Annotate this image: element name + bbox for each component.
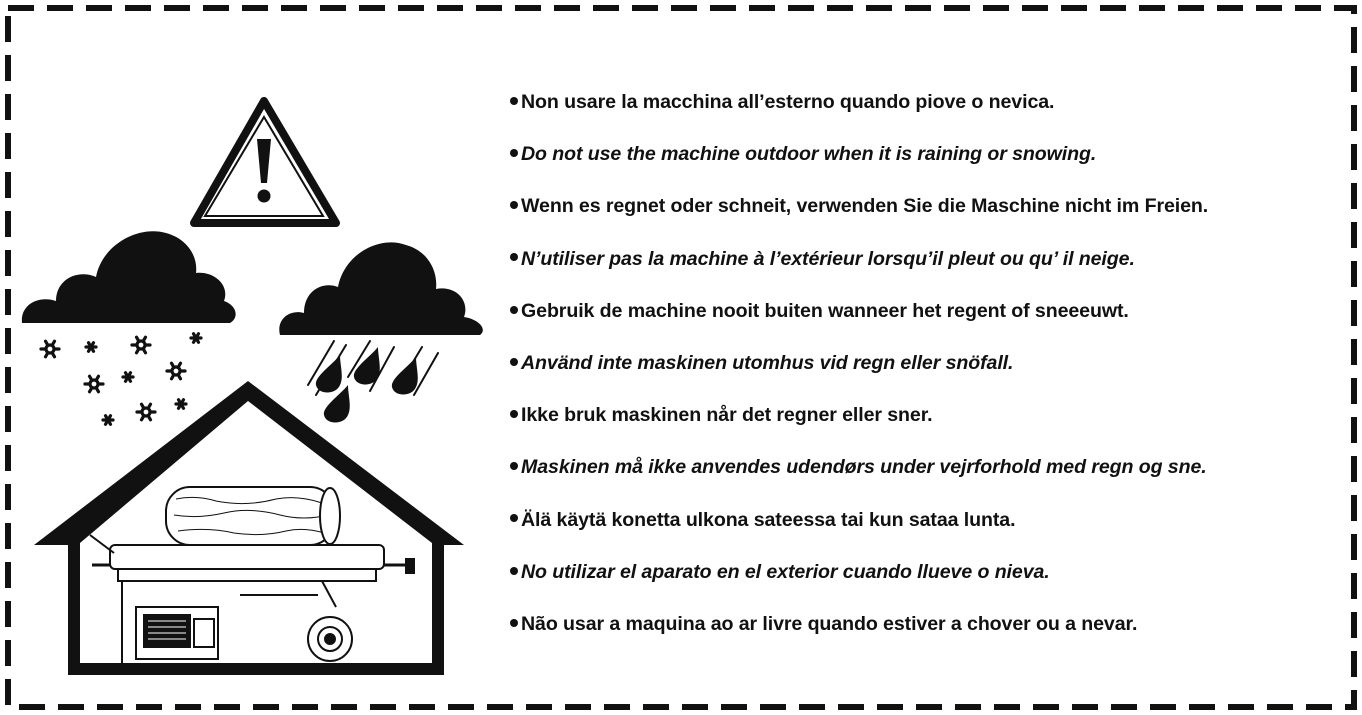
warning-text: N’utiliser pas la machine à l’extérieur lorsqu’il pleut ou qu’ il neige. — [521, 247, 1135, 270]
bullet-icon — [510, 97, 518, 105]
warning-text: Gebruik de machine nooit buiten wanneer het regent of sneeeuwt. — [521, 299, 1129, 322]
warning-list — [510, 87, 1345, 661]
warning-en — [510, 139, 1345, 191]
warning-text: Ikke bruk maskinen når det regner eller sner. — [521, 404, 933, 427]
warning-text: Älä käytä konetta ulkona sateessa tai kun sataa lunta. — [521, 508, 1016, 531]
bullet-icon — [510, 567, 518, 575]
bullet-icon — [510, 306, 518, 314]
bullet-icon — [510, 253, 518, 261]
warning-sv — [510, 348, 1345, 400]
warning-text: Maskinen må ikke anvendes udendørs under vejrforhold med regn og sne. — [521, 456, 1207, 479]
bullet-icon — [510, 358, 518, 366]
warning-fi — [510, 505, 1345, 557]
warning-fr — [510, 244, 1345, 296]
bullet-icon — [510, 410, 518, 418]
bullet-icon — [510, 201, 518, 209]
warning-text: Använd inte maskinen utomhus vid regn eller snöfall. — [521, 351, 1014, 374]
weather-warning-illustration — [18, 95, 498, 695]
warning-pt — [510, 609, 1345, 661]
rain-cloud-icon — [279, 242, 483, 422]
warning-triangle-icon — [194, 101, 336, 223]
warning-de — [510, 191, 1345, 243]
warning-text: No utilizar el aparato en el exterior cuando llueve o nieva. — [521, 560, 1050, 583]
warning-it — [510, 87, 1345, 139]
warning-text: Wenn es regnet oder schneit, verwenden Sie die Maschine nicht im Freien. — [521, 195, 1209, 218]
warning-text: Não usar a maquina ao ar livre quando estiver a chover ou a nevar. — [521, 612, 1138, 635]
bullet-icon — [510, 619, 518, 627]
warning-es — [510, 557, 1345, 609]
warning-no — [510, 400, 1345, 452]
warning-nl — [510, 296, 1345, 348]
bullet-icon — [510, 514, 518, 522]
warning-text: Do not use the machine outdoor when it is raining or snowing. — [521, 143, 1097, 166]
snow-cloud-icon — [22, 231, 236, 424]
log-splitter-icon — [90, 487, 414, 663]
bullet-icon — [510, 462, 518, 470]
warning-da — [510, 452, 1345, 504]
bullet-icon — [510, 149, 518, 157]
warning-text: Non usare la macchina all’esterno quando piove o nevica. — [521, 91, 1055, 113]
